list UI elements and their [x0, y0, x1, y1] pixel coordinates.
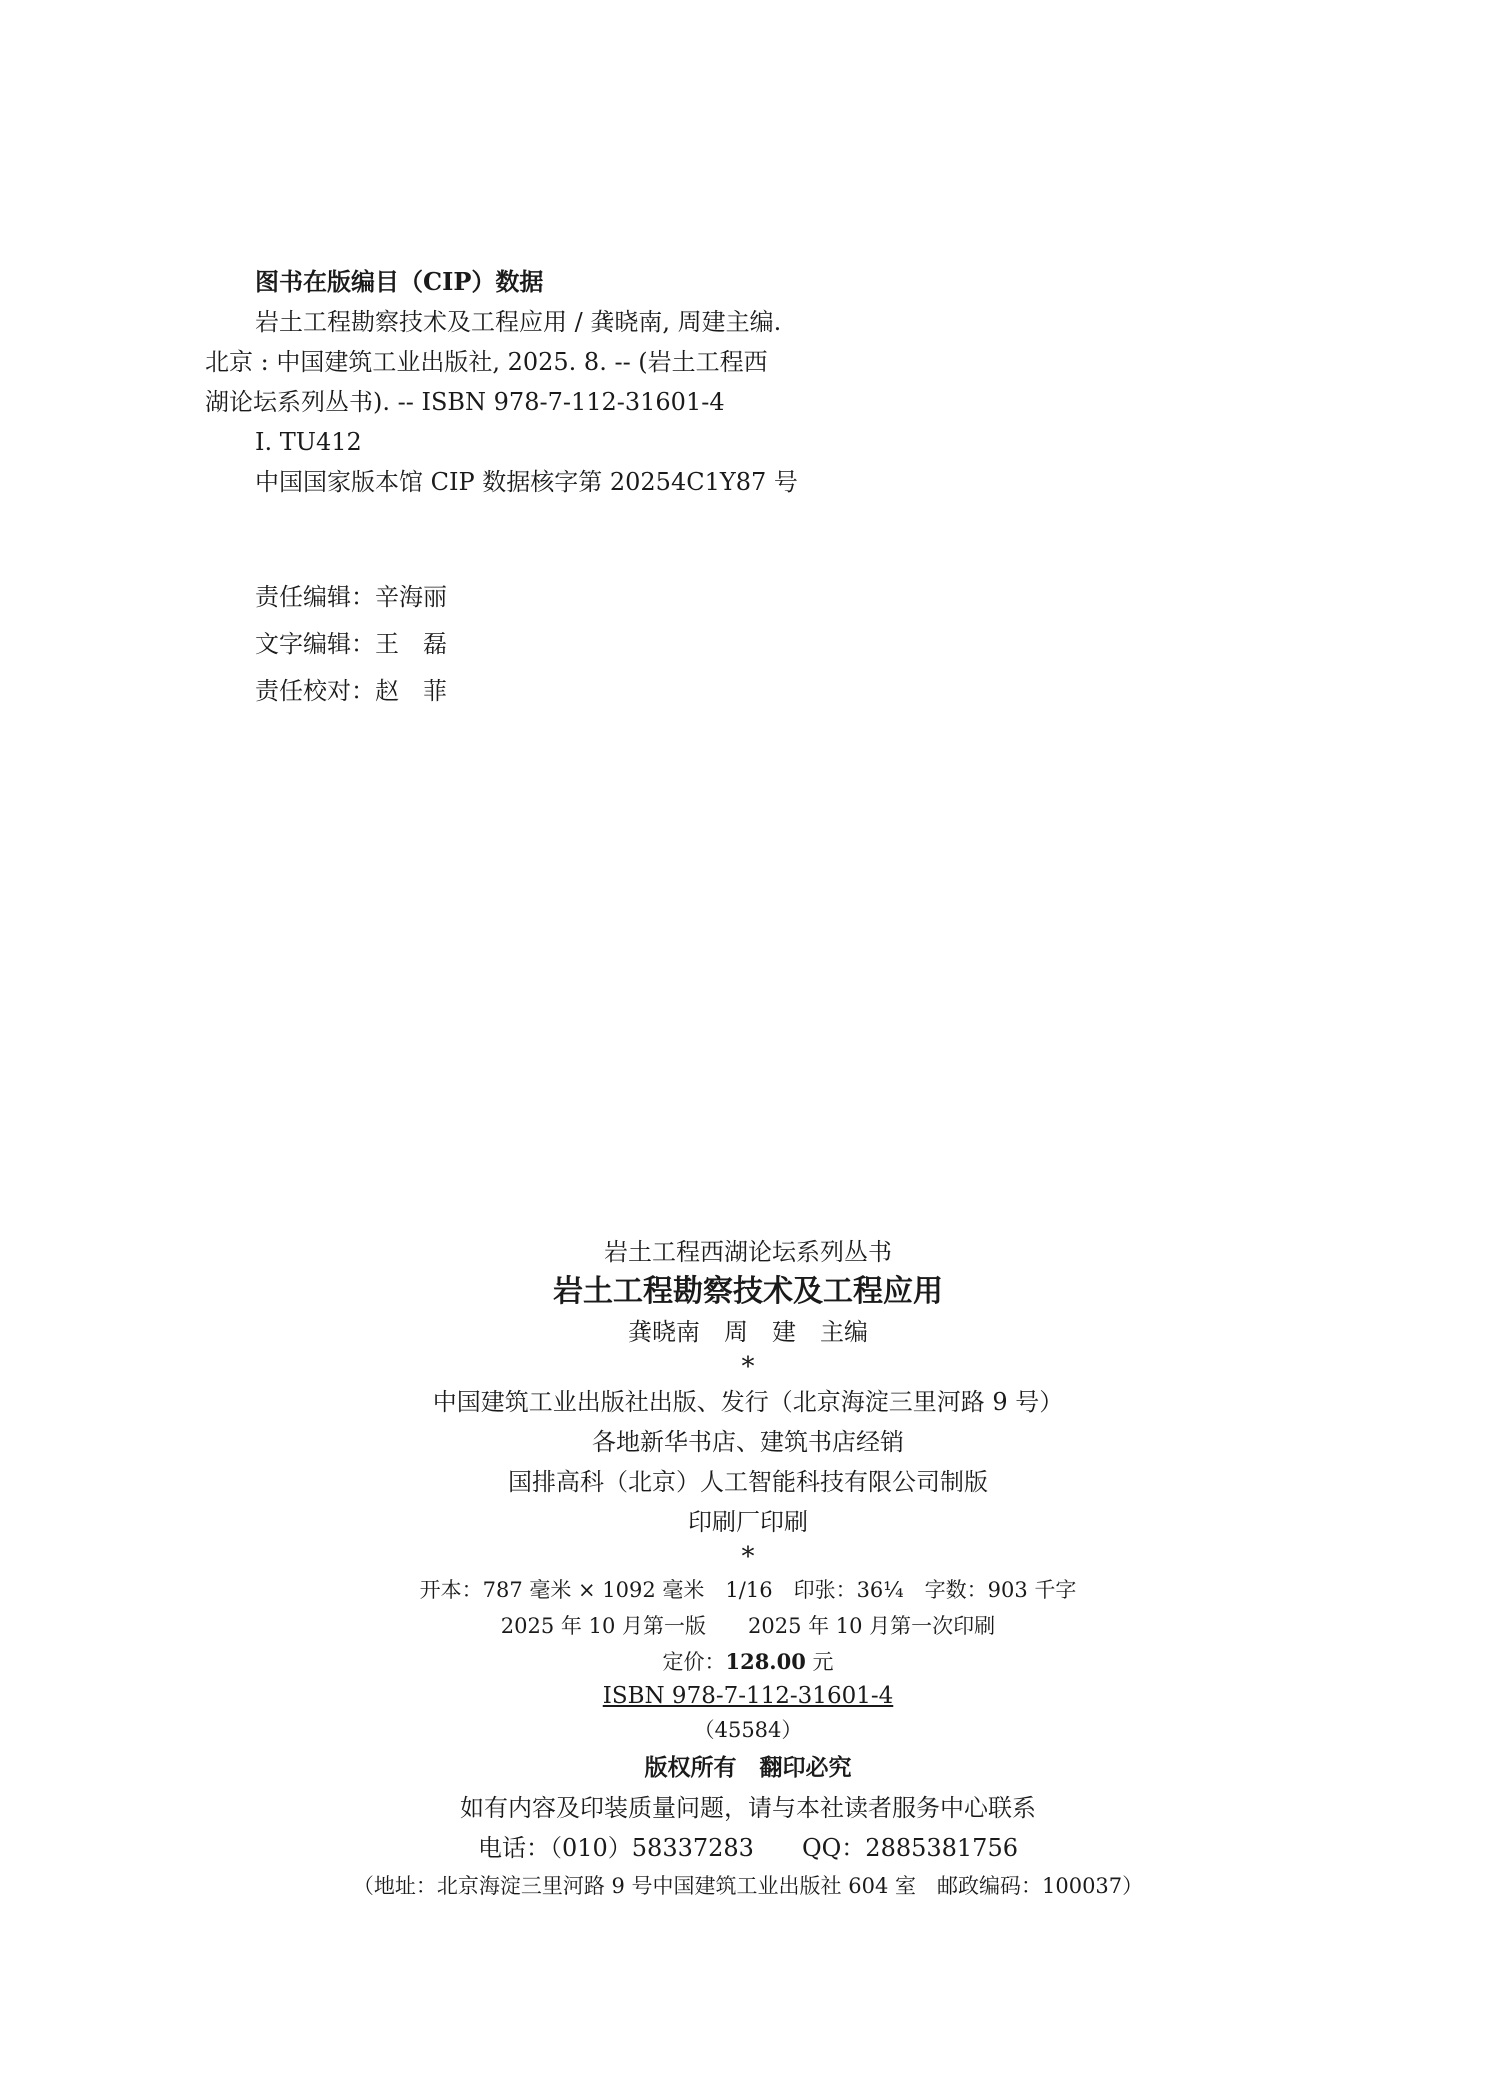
editor-label: 责任校对： — [255, 677, 375, 705]
editor-label: 责任编辑： — [255, 583, 375, 611]
price-line — [0, 1644, 1496, 1680]
editors-block — [255, 574, 447, 715]
cip-record-number: 中国国家版本馆 CIP 数据核字第 20254C1Y87 号 — [255, 468, 798, 496]
edition-line: 2025 年 10 月第一版 2025 年 10 月第一次印刷 — [500, 1614, 996, 1638]
price-value: 128.00 — [725, 1649, 806, 1674]
responsible-editor — [255, 574, 447, 621]
separator-star: * — [741, 1542, 755, 1572]
format-specs: 开本：787 毫米 × 1092 毫米 1/16 印张：36¼ 字数：903 千字 — [419, 1578, 1077, 1602]
distribution-line: 各地新华书店、建筑书店经销 — [592, 1428, 904, 1456]
cip-title-line: 岩土工程勘察技术及工程应用 / 龚晓南, 周建主编. — [255, 308, 782, 336]
price-unit: 元 — [805, 1650, 834, 1674]
contact-notice: 如有内容及印装质量问题，请与本社读者服务中心联系 — [460, 1794, 1036, 1822]
cip-data-block — [205, 262, 825, 502]
cip-classification: Ⅰ. TU412 — [255, 428, 362, 456]
isbn-number: ISBN 978-7-112-31601-4 — [602, 1683, 894, 1709]
publisher-line: 中国建筑工业出版社出版、发行（北京海淀三里河路 9 号） — [432, 1388, 1064, 1416]
book-title: 岩土工程勘察技术及工程应用 — [553, 1274, 943, 1309]
phone-line: 电话：（010）58337283 QQ：2885381756 — [477, 1834, 1018, 1862]
series-name: 岩土工程西湖论坛系列丛书 — [604, 1238, 892, 1266]
editor-name: 辛海丽 — [375, 583, 447, 611]
proofreader — [255, 668, 447, 715]
cip-series-line: 湖论坛系列丛书). -- ISBN 978-7-112-31601-4 — [205, 388, 725, 416]
cip-publisher-line: 北京 : 中国建筑工业出版社, 2025. 8. -- (岩土工程西 — [205, 348, 768, 376]
book-authors: 龚晓南 周 建 主编 — [628, 1318, 868, 1346]
text-editor — [255, 621, 447, 668]
editor-name: 王 磊 — [375, 630, 447, 658]
typesetting-line: 国排高科（北京）人工智能科技有限公司制版 — [508, 1468, 988, 1496]
separator-star: * — [741, 1352, 755, 1382]
book-code: （45584） — [693, 1718, 803, 1742]
rights-notice: 版权所有 翻印必究 — [644, 1755, 852, 1781]
colophon-block — [0, 1232, 1496, 1904]
price-label: 定价： — [662, 1650, 726, 1674]
address-line: （地址：北京海淀三里河路 9 号中国建筑工业出版社 604 室 邮政编码：100037） — [352, 1874, 1144, 1898]
editor-name: 赵 菲 — [375, 677, 447, 705]
printing-line: 印刷厂印刷 — [688, 1508, 808, 1536]
isbn-line — [0, 1680, 1496, 1712]
cip-heading: 图书在版编目（CIP）数据 — [255, 267, 544, 296]
editor-label: 文字编辑： — [255, 630, 375, 658]
